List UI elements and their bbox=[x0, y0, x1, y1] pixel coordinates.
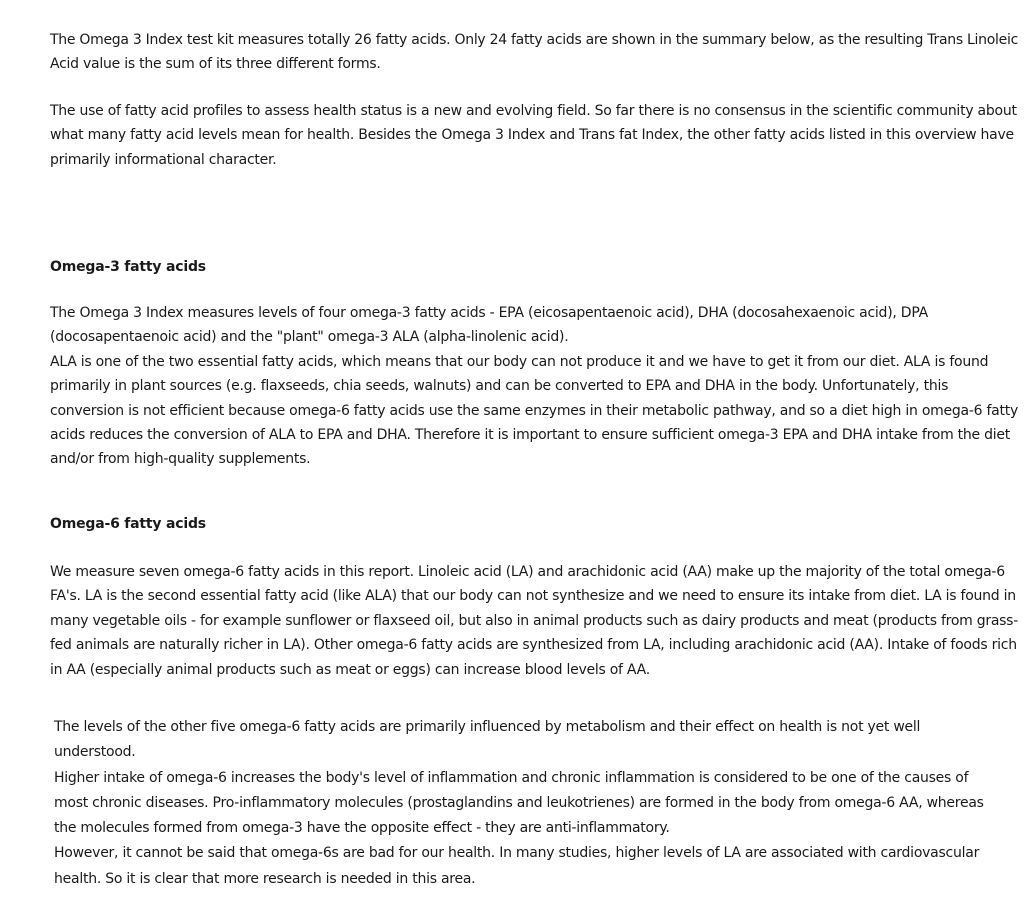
omega3-heading: Omega-3 fatty acids bbox=[50, 259, 206, 276]
text-line: and/or from high-quality supplements. bbox=[50, 451, 311, 468]
text-line: FA's. LA is the second essential fatty acid (like ALA) that our body can not synthesize and we need to ensure its intake from diet. LA is found in bbox=[50, 588, 1016, 605]
text-line: However, it cannot be said that omega-6s are bad for our health. In many studies, higher levels of LA are associated with cardiovascular bbox=[54, 845, 980, 862]
document-body bbox=[50, 28, 1018, 892]
text-line: most chronic diseases. Pro-inflammatory molecules (prostaglandins and leukotrienes) are formed in the body from omega-6 AA, whereas bbox=[54, 794, 984, 811]
text-line: acids reduces the conversion of ALA to EPA and DHA. Therefore it is important to ensure sufficient omega-3 EPA and DHA intake from the diet bbox=[50, 427, 1010, 444]
text-line: conversion is not efficient because omega-6 fatty acids use the same enzymes in their metabolic pathway, and so a diet high in omega-6 fatty bbox=[50, 402, 1018, 419]
intro-paragraph-test-kit bbox=[50, 28, 1018, 77]
text-line: many vegetable oils - for example sunflower or flaxseed oil, but also in animal products such as dairy products and meat (products from grass- bbox=[50, 612, 1018, 629]
text-line: Acid value is the sum of its three different forms. bbox=[50, 56, 381, 73]
omega6-heading: Omega-6 fatty acids bbox=[50, 515, 206, 532]
text-line: understood. bbox=[54, 744, 136, 761]
text-line: The levels of the other five omega-6 fatty acids are primarily influenced by metabolism and their effect on health is not yet well bbox=[54, 718, 921, 735]
text-line: ALA is one of the two essential fatty acids, which means that our body can not produce it and we have to get it from our diet. ALA is found bbox=[50, 353, 989, 370]
text-line: in AA (especially animal products such as meat or eggs) can increase blood levels of AA. bbox=[50, 661, 650, 678]
omega6-other-paragraph bbox=[54, 715, 985, 892]
text-line: Higher intake of omega-6 increases the body's level of inflammation and chronic inflammation is considered to be one of the causes of bbox=[54, 769, 969, 786]
text-line: health. So it is clear that more research is needed in this area. bbox=[54, 870, 476, 887]
text-line: the molecules formed from omega-3 have the opposite effect - they are anti-inflammatory. bbox=[54, 820, 670, 837]
text-line: primarily in plant sources (e.g. flaxseeds, chia seeds, walnuts) and can be converted to EPA and DHA in the body. Unfortunately, this bbox=[50, 378, 949, 395]
text-line: primarily informational character. bbox=[50, 151, 277, 168]
text-line: what many fatty acid levels mean for health. Besides the Omega 3 Index and Trans fat Index, the other fatty acids listed in this overview have bbox=[50, 127, 1014, 144]
text-line: fed animals are naturally richer in LA). Other omega-6 fatty acids are synthesized from LA, including arachidonic acid (AA). Intake of foods rich bbox=[50, 637, 1017, 654]
intro-paragraph-fatty-acid-profiles bbox=[50, 99, 1017, 172]
text-line: We measure seven omega-6 fatty acids in this report. Linoleic acid (LA) and arachidonic acid (AA) make up the majority of the total omega-6 bbox=[50, 563, 1005, 580]
text-line: The Omega 3 Index test kit measures totally 26 fatty acids. Only 24 fatty acids are shown in the summary below, as the resulting Trans Linoleic bbox=[50, 32, 1018, 48]
omega6-paragraph bbox=[50, 560, 1018, 682]
text-line: The use of fatty acid profiles to assess health status is a new and evolving field. So far there is no consensus in the scientific community about bbox=[50, 102, 1017, 119]
omega3-paragraph bbox=[50, 301, 1018, 472]
text-line: The Omega 3 Index measures levels of four omega-3 fatty acids - EPA (eicosapentaenoic acid), DHA (docosahexaenoic acid), DPA bbox=[50, 305, 928, 322]
text-line: (docosapentaenoic acid) and the "plant" omega-3 ALA (alpha-linolenic acid). bbox=[50, 329, 569, 346]
